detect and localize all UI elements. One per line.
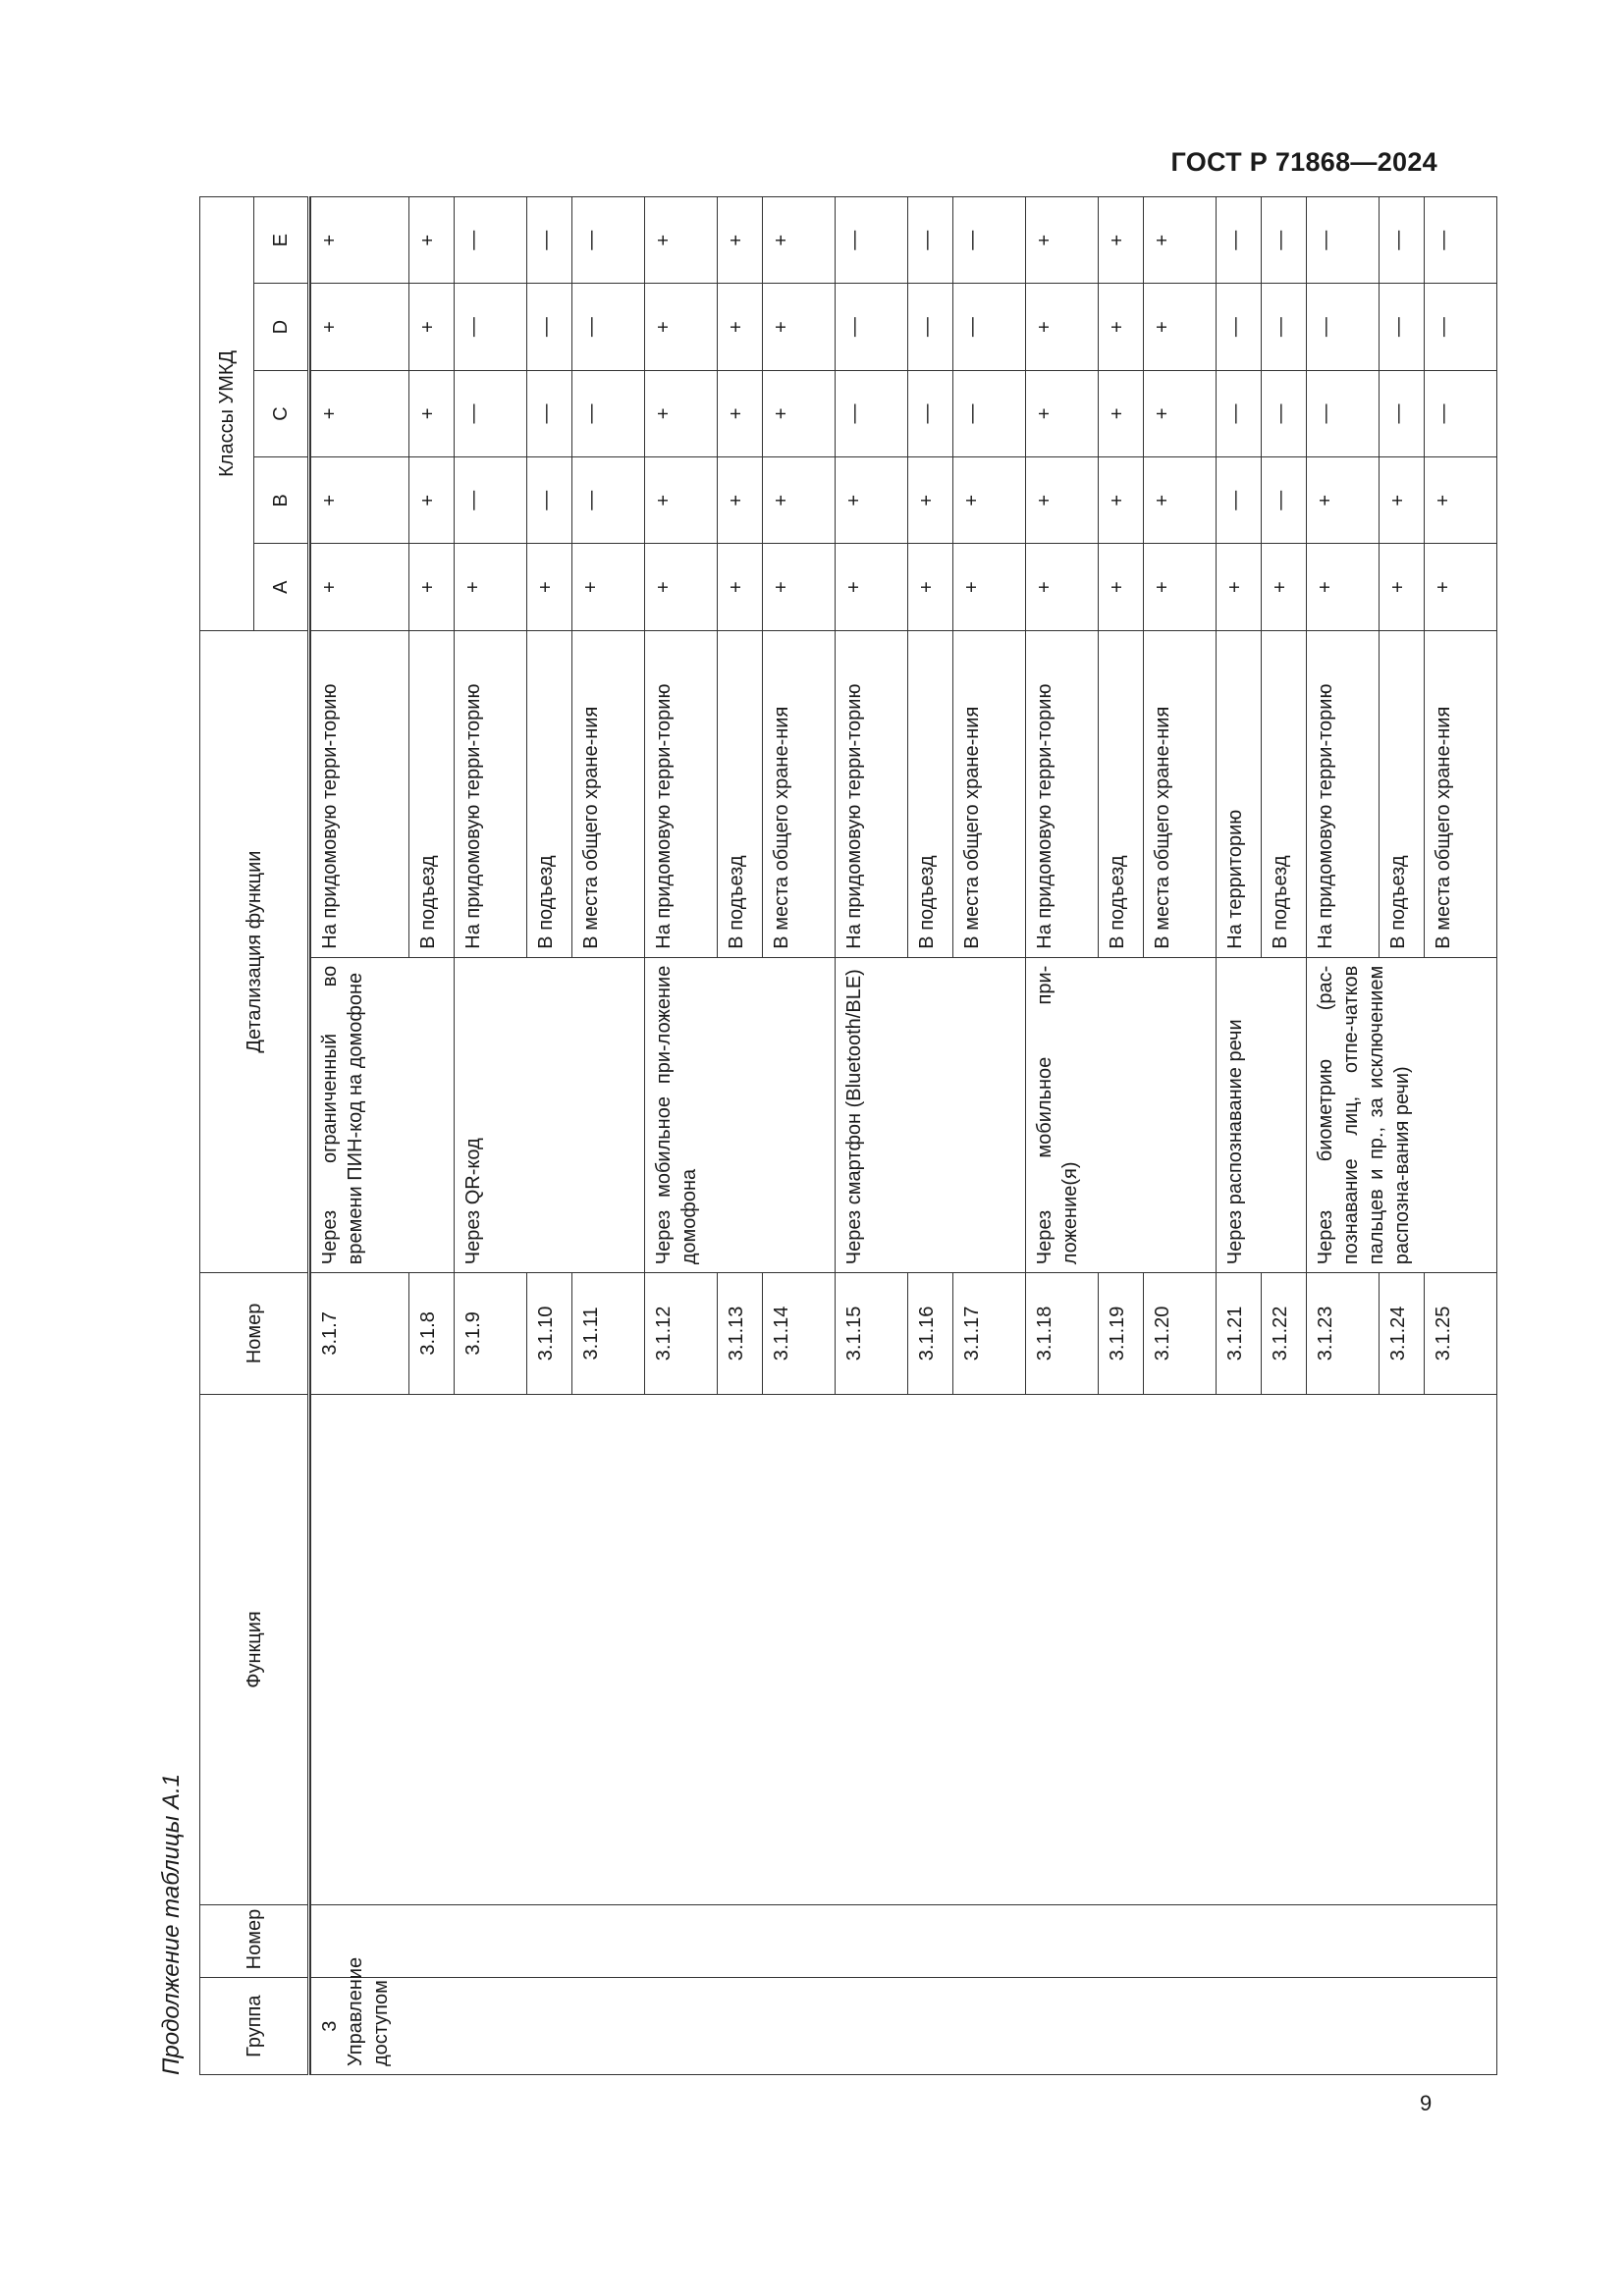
class-mark-c: — (1380, 370, 1425, 456)
class-mark-b: + (409, 457, 455, 544)
class-mark-c: — (1425, 370, 1497, 456)
detail-cell: На придомовую терри-торию (311, 630, 409, 957)
class-mark-a: + (409, 544, 455, 630)
class-mark-e: — (953, 197, 1026, 284)
class-mark-a: + (1026, 544, 1099, 630)
row-number: 3.1.18 (1026, 1273, 1099, 1394)
class-mark-a: + (1425, 544, 1497, 630)
class-mark-e: + (645, 197, 718, 284)
row-number: 3.1.12 (645, 1273, 718, 1394)
class-mark-e: — (527, 197, 572, 284)
class-mark-d: — (1425, 284, 1497, 370)
group-number-cell (311, 1905, 1497, 1978)
method-cell: Через смартфон (Bluetooth/BLE) (836, 957, 1026, 1273)
class-mark-a: + (718, 544, 763, 630)
detail-cell: На территорию (1217, 630, 1262, 957)
class-mark-d: + (311, 284, 409, 370)
detail-cell: На придомовую терри-торию (1307, 630, 1380, 957)
class-mark-d: + (763, 284, 836, 370)
method-cell: Через мобильное при-ложение(я) (1026, 957, 1217, 1273)
class-mark-b: — (572, 457, 645, 544)
header-class-a: A (254, 544, 309, 630)
class-mark-d: — (1217, 284, 1262, 370)
class-mark-d: + (1026, 284, 1099, 370)
class-mark-a: + (1307, 544, 1380, 630)
class-mark-e: + (1144, 197, 1217, 284)
class-mark-e: + (1026, 197, 1099, 284)
header-detail: Детализация функции (200, 630, 309, 1272)
class-mark-e: — (1262, 197, 1307, 284)
class-mark-a: + (527, 544, 572, 630)
row-number: 3.1.24 (1380, 1273, 1425, 1394)
detail-cell: В места общего хране-ния (763, 630, 836, 957)
class-mark-d: — (908, 284, 953, 370)
row-number: 3.1.13 (718, 1273, 763, 1394)
detail-cell: В места общего хране-ния (1425, 630, 1497, 957)
class-mark-a: + (908, 544, 953, 630)
class-mark-b: + (953, 457, 1026, 544)
class-mark-a: + (1144, 544, 1217, 630)
group-cell: 3 Управление доступом (311, 1978, 1497, 2075)
class-mark-e: — (1307, 197, 1380, 284)
class-mark-c: — (572, 370, 645, 456)
class-mark-b: + (1307, 457, 1380, 544)
class-mark-b: + (836, 457, 908, 544)
row-number: 3.1.23 (1307, 1273, 1380, 1394)
class-mark-d: + (1099, 284, 1144, 370)
class-mark-d: — (836, 284, 908, 370)
class-mark-a: + (763, 544, 836, 630)
detail-cell: На придомовую терри-торию (645, 630, 718, 957)
class-mark-c: — (836, 370, 908, 456)
function-table (199, 196, 1497, 2075)
class-mark-a: + (836, 544, 908, 630)
row-number: 3.1.19 (1099, 1273, 1144, 1394)
row-number: 3.1.20 (1144, 1273, 1217, 1394)
class-mark-c: + (1026, 370, 1099, 456)
detail-cell: В подъезд (1380, 630, 1425, 957)
class-mark-d: — (527, 284, 572, 370)
class-mark-e: — (1217, 197, 1262, 284)
class-mark-c: + (1144, 370, 1217, 456)
detail-cell: В подъезд (908, 630, 953, 957)
class-mark-c: — (527, 370, 572, 456)
function-cell (311, 1394, 1497, 1905)
class-mark-c: + (645, 370, 718, 456)
class-mark-b: + (1099, 457, 1144, 544)
class-mark-c: + (311, 370, 409, 456)
class-mark-e: + (1099, 197, 1144, 284)
row-number: 3.1.25 (1425, 1273, 1497, 1394)
header-group: Группа (200, 1978, 309, 2075)
class-mark-b: — (1217, 457, 1262, 544)
class-mark-d: — (953, 284, 1026, 370)
page-number: 9 (1420, 2091, 1433, 2115)
class-mark-b: + (645, 457, 718, 544)
rotated-page-body (158, 196, 1454, 2075)
header-classes: Классы УМКД (200, 197, 254, 631)
class-mark-e: + (311, 197, 409, 284)
class-mark-e: + (718, 197, 763, 284)
class-mark-b: — (1262, 457, 1307, 544)
class-mark-b: — (455, 457, 527, 544)
class-mark-e: — (455, 197, 527, 284)
detail-cell: На придомовую терри-торию (455, 630, 527, 957)
class-mark-b: + (311, 457, 409, 544)
class-mark-e: — (572, 197, 645, 284)
detail-cell: На придомовую терри-торию (1026, 630, 1099, 957)
header-number: Номер (200, 1905, 309, 1978)
detail-cell: В подъезд (718, 630, 763, 957)
class-mark-e: — (1425, 197, 1497, 284)
row-number: 3.1.11 (572, 1273, 645, 1394)
class-mark-c: — (455, 370, 527, 456)
class-mark-c: + (718, 370, 763, 456)
row-number: 3.1.10 (527, 1273, 572, 1394)
class-mark-c: — (1262, 370, 1307, 456)
class-mark-b: + (763, 457, 836, 544)
class-mark-e: + (763, 197, 836, 284)
class-mark-d: + (1144, 284, 1217, 370)
row-number: 3.1.8 (409, 1273, 455, 1394)
class-mark-b: + (908, 457, 953, 544)
class-mark-d: — (1307, 284, 1380, 370)
class-mark-c: — (953, 370, 1026, 456)
detail-cell: В подъезд (527, 630, 572, 957)
class-mark-a: + (1380, 544, 1425, 630)
class-mark-d: + (718, 284, 763, 370)
header-row (200, 197, 254, 2075)
class-mark-b: + (1144, 457, 1217, 544)
detail-cell: На придомовую терри-торию (836, 630, 908, 957)
class-mark-c: + (763, 370, 836, 456)
detail-cell: В подъезд (1099, 630, 1144, 957)
detail-cell: В места общего хране-ния (1144, 630, 1217, 957)
class-mark-d: + (409, 284, 455, 370)
row-number: 3.1.7 (311, 1273, 409, 1394)
class-mark-c: + (1099, 370, 1144, 456)
class-mark-e: — (908, 197, 953, 284)
table-row (311, 197, 409, 2075)
method-cell: Через распознавание речи (1217, 957, 1307, 1273)
row-number: 3.1.14 (763, 1273, 836, 1394)
class-mark-a: + (311, 544, 409, 630)
row-number: 3.1.15 (836, 1273, 908, 1394)
class-mark-e: — (1380, 197, 1425, 284)
row-number: 3.1.22 (1262, 1273, 1307, 1394)
class-mark-a: + (1099, 544, 1144, 630)
class-mark-a: + (1262, 544, 1307, 630)
class-mark-d: — (1262, 284, 1307, 370)
class-mark-d: — (572, 284, 645, 370)
class-mark-c: + (409, 370, 455, 456)
header-sub-number: Номер (200, 1273, 309, 1394)
row-number: 3.1.16 (908, 1273, 953, 1394)
class-mark-d: + (645, 284, 718, 370)
detail-cell: В подъезд (1262, 630, 1307, 957)
class-mark-b: + (1380, 457, 1425, 544)
table-caption: Продолжение таблицы А.1 (158, 1773, 185, 2075)
row-number: 3.1.9 (455, 1273, 527, 1394)
header-function: Функция (200, 1394, 309, 1905)
class-mark-a: + (455, 544, 527, 630)
class-mark-a: + (1217, 544, 1262, 630)
header-class-e: E (254, 197, 309, 284)
header-class-d: D (254, 284, 309, 370)
row-number: 3.1.17 (953, 1273, 1026, 1394)
detail-cell: В места общего хране-ния (572, 630, 645, 957)
header-class-b: B (254, 457, 309, 544)
method-cell: Через QR-код (455, 957, 645, 1273)
document-code: ГОСТ Р 71868—2024 (1170, 147, 1437, 177)
row-number: 3.1.21 (1217, 1273, 1262, 1394)
method-cell: Через мобильное при-ложение домофона (645, 957, 836, 1273)
class-mark-b: + (718, 457, 763, 544)
header-class-c: C (254, 370, 309, 456)
method-cell: Через биометрию (рас-познавание лиц, отпе-чатков пальцев и пр., за исключением распозна-вания речи) (1307, 957, 1497, 1273)
class-mark-d: — (1380, 284, 1425, 370)
method-cell: Через ограниченный во времени ПИН-код на домофоне (311, 957, 455, 1273)
class-mark-c: — (1307, 370, 1380, 456)
class-mark-d: — (455, 284, 527, 370)
class-mark-b: + (1425, 457, 1497, 544)
class-mark-e: — (836, 197, 908, 284)
detail-cell: В подъезд (409, 630, 455, 957)
class-mark-a: + (953, 544, 1026, 630)
detail-cell: В места общего хране-ния (953, 630, 1026, 957)
class-mark-b: + (1026, 457, 1099, 544)
class-mark-c: — (908, 370, 953, 456)
class-mark-c: — (1217, 370, 1262, 456)
class-mark-a: + (572, 544, 645, 630)
class-mark-b: — (527, 457, 572, 544)
class-mark-a: + (645, 544, 718, 630)
class-mark-e: + (409, 197, 455, 284)
